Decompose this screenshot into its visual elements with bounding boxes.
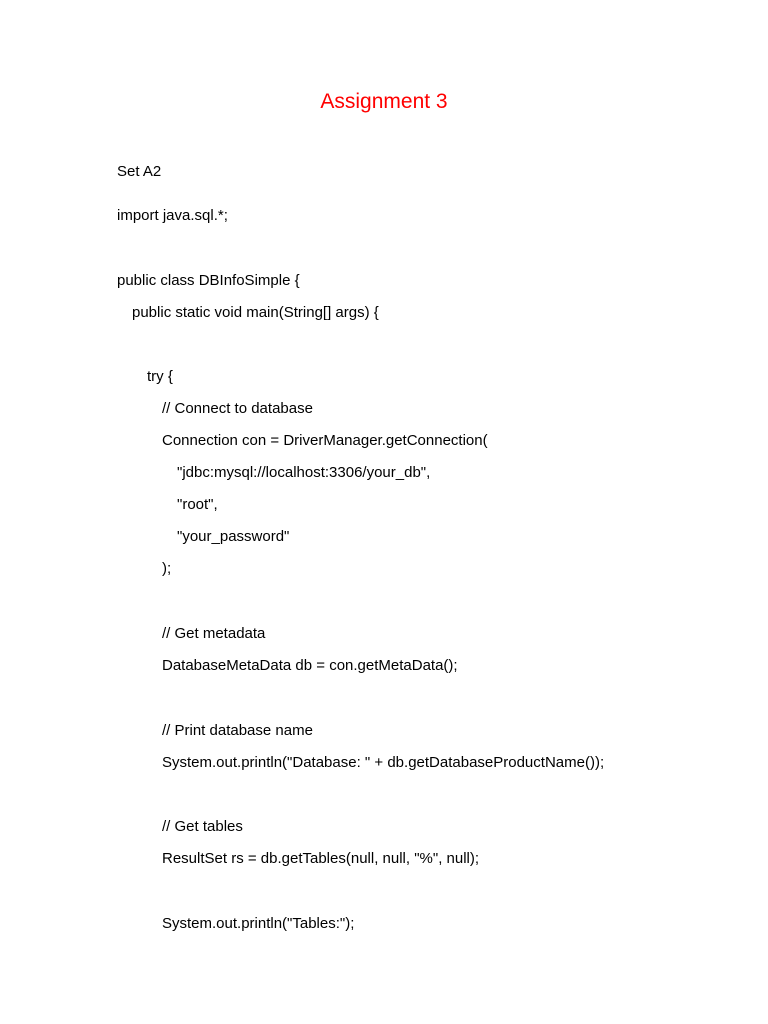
- code-line: public class DBInfoSimple {: [117, 272, 300, 289]
- document-title: Assignment 3: [320, 90, 448, 113]
- code-line: );: [162, 560, 172, 577]
- code-line: ResultSet rs = db.getTables(null, null, "%", null);: [162, 850, 480, 867]
- code-line: "your_password": [177, 528, 290, 545]
- code-line: System.out.println("Tables:");: [162, 915, 355, 932]
- code-line: Connection con = DriverManager.getConnection(: [162, 432, 488, 449]
- code-comment: // Get tables: [162, 818, 243, 835]
- code-comment: // Get metadata: [162, 625, 266, 642]
- code-line: "jdbc:mysql://localhost:3306/your_db",: [177, 464, 431, 481]
- code-line: DatabaseMetaData db = con.getMetaData();: [162, 657, 458, 674]
- code-line: public static void main(String[] args) {: [132, 304, 379, 321]
- code-line: try {: [147, 368, 173, 385]
- code-comment: // Print database name: [162, 722, 313, 739]
- section-label: Set A2: [117, 163, 162, 180]
- code-line: System.out.println("Database: " + db.getDatabaseProductName());: [162, 754, 605, 771]
- code-line: "root",: [177, 496, 218, 513]
- code-line: import java.sql.*;: [117, 207, 228, 224]
- code-comment: // Connect to database: [162, 400, 313, 417]
